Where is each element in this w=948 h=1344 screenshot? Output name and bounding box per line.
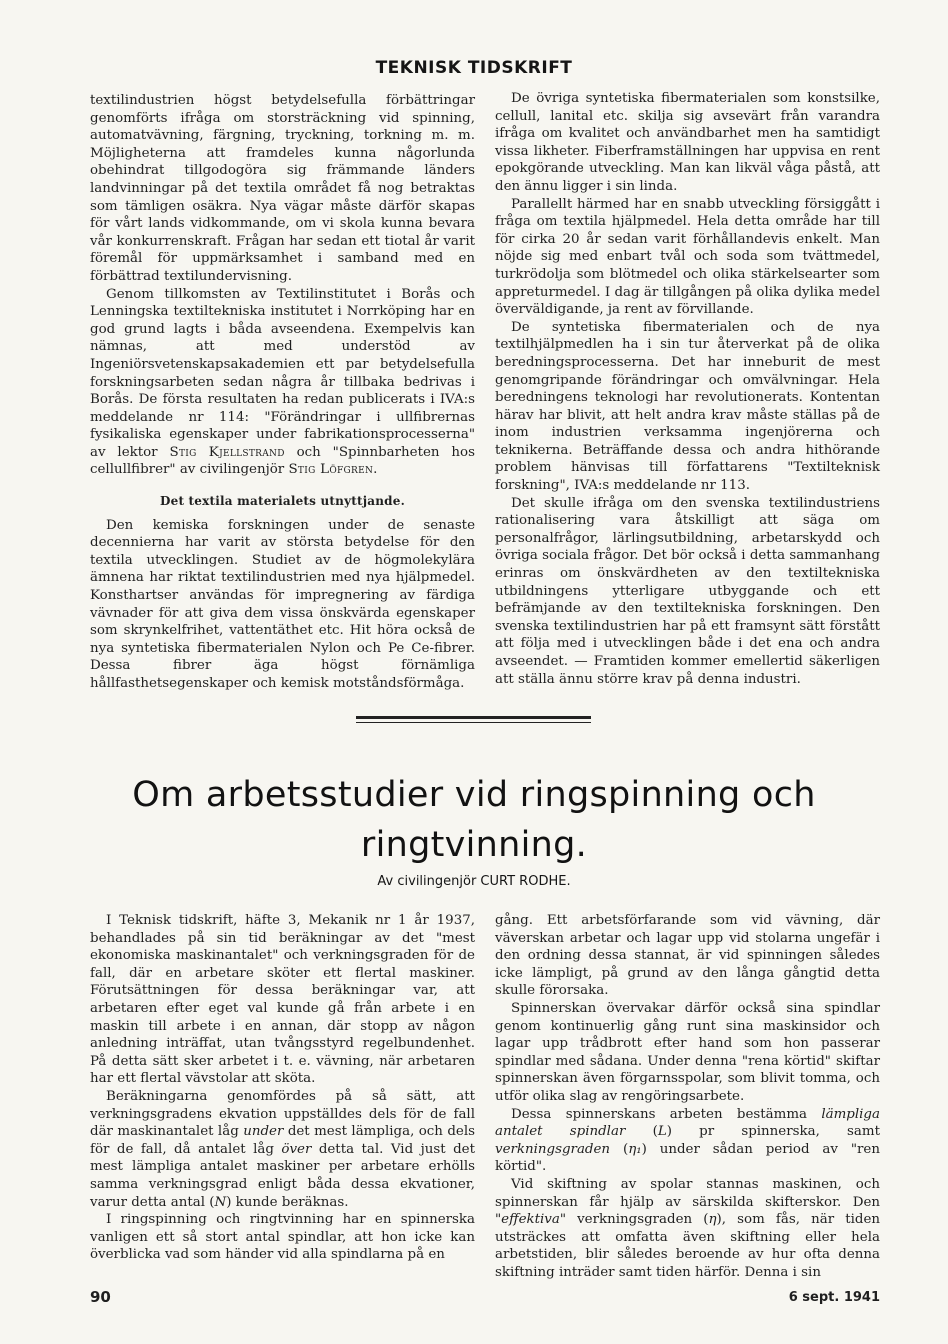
emphasis: under [243,1124,284,1140]
paragraph [495,1106,880,1176]
author-name: Stig Kjellstrand [169,444,285,460]
paragraph: De övriga syntetiska fibermaterialen som konstsilke, cellull, lanital etc. skilja sig avsevärt från varandra ifråga om kvalitet och användbarhet men ha samtidigt vissa likheter. Fiberframställningen har uppvisa en rent epokgörande utveckling. Man kan likväl våga påstå, att den ännu ligger i sin linda. [495,91,880,194]
paragraph-text: ), som fås, när tiden utsträckes att omfatta även skiftning eller hela arbetstiden, blir således beroende av hur ofta denna skiftning inträder samt tiden härför. Denna i sin [495,1212,880,1280]
emphasis: "effektiva" [495,1212,566,1228]
journal-masthead: TEKNISK TIDSKRIFT [375,58,573,78]
paragraph [90,286,475,480]
upper-article-column-left [90,92,475,693]
paragraph-text: ( [622,1141,629,1157]
paragraph-text: ) under sådan period av "ren körtid". [495,1141,880,1175]
author-name: Stig Löfgren. [288,462,378,478]
article-column-left [90,912,475,1264]
math-symbol: η [708,1212,717,1228]
emphasis: lämpliga antalet spindlar [495,1106,880,1140]
paragraph: De syntetiska fibermaterialen och de nya textilhjälpmedlen ha i sin tur återverkat på de olika beredningsprocesserna. Det har inneburit de mest genomgripande förändringar och omvälvningar. Hela beredningens teknologi har revolutionerats. Kontentan härav har blivit, att helt andra krav måste ställas på de inom industrien verksamma ingenjörerna och teknikerna. Beträffande dessa och andra hithörande problem hänvisas till författarens "Textilteknisk forskning", IVA:s meddelande nr 113. [495,319,880,494]
section-divider-thin [356,722,591,723]
paragraph-text: verkningsgraden ( [577,1212,709,1228]
paragraph: I Teknisk tidskrift, häfte 3, Mekanik nr 1 år 1937, behandlades på sin tid beräkningar av det "mest ekonomiska maskinantalet" och verkningsgraden för de fall, där en arbetare sköter ett flertal maskiner. Förutsättningen för dessa beräkningar var, att arbetaren efter eget val kunde gå från arbete i en maskin till arbete i en annan, där stopp av någon anledning inträffat, utan tvångsstyrd regelbundenhet. På detta sätt sker arbetet i t. e. vävning, när arbetaren har ett flertal vävstolar att sköta. [90,913,475,1087]
article-column-right [495,912,880,1281]
emphasis: verkningsgraden [495,1141,611,1157]
paragraph: Den kemiska forskningen under de senaste decennierna har varit av största betydelse för den textila utvecklingen. Studiet av de högmolekylära ämnena har riktat textilindustrien med nya hjälpmedel. Konsthartser användas för impregnering av färdiga vävnader för att giva dem vissa önskvärda egenskaper som skrynkelfrihet, vattentäthet etc. Hit höra också de nya syntetiska fibermaterialen Nylon och Pe Ce-fibrer. Dessa fibrer äga högst förnämliga hållfasthetsegenskaper och kemisk motståndsförmåga. [90,517,475,691]
article-title: Om arbetsstudier vid ringspinning och ringtvinning. [132,775,816,865]
paragraph: gång. Ett arbetsförfarande som vid vävning, där väverskan arbetar och lagar upp vid stolarna ungefär i den ordning dessa stannat, är vid spinningen således icke lämpligt, på grund av den långa gångtid detta skulle förorsaka. [495,913,880,999]
paragraph: textilindustrien högst betydelsefulla förbättringar genomförts ifråga om storsträckning vid spinning, automatvävning, färgning, tryckning, torkning m. m. Möjligheterna att framdeles kunna någorlunda obehindrat tillgodogöra sig främmande länders landvinningar på det textila området få nog betraktas som tämligen osäkra. Nya vägar måste därför skapas för vårt lands vidkommande, om vi skola kunna bevara vår konkurrenskraft. Frågan har sedan ett tiotal år varit föremål för uppmärksamhet i samband med en förbättrad textilundervisning. [90,93,475,284]
paragraph [90,1088,475,1211]
paragraph [495,1176,880,1282]
article-byline: Av civilingenjör CURT RODHE. [377,874,571,889]
emphasis: över [281,1141,312,1157]
paragraph: Det skulle ifråga om den svenska textilindustriens rationalisering vara åtskilligt att säga om personalfrågor, lärlingsutbildning, arbetarskydd och övriga sociala frågor. Det bör också i detta sammanhang erinras om önskvärdheten av den textiltekniska utbildningens ytterligare utbyggande och ett befrämjande av den textiltekniska forskningen. Den svenska textilindustrien har på ett framsynt sätt förstått att följa med i utvecklingen både i det ena och andra avseendet. — Framtiden kommer emellertid säkerligen att ställa ännu större krav på denna industri. [495,495,880,687]
paragraph: Spinnerskan övervakar därför också sina spindlar genom kontinuerlig gång runt sina maskinsidor och lagar upp trådbrott efter hand som hon passerar spindlar med sådana. Under denna "rena körtid" skiftar spinnerskan även förgarnsspolar, som blivit tomma, och utför olika slag av rengöringsarbete. [495,1000,880,1104]
paragraph-text: ) pr spinnerska, samt [666,1124,880,1140]
section-divider [356,716,591,719]
paragraph-text: Vid skiftning av spolar stannas maskinen, och spinnerskan får hjälp av särskilda skifterskor. Den [495,1176,880,1210]
paragraph-text: detta tal. Vid just det mest lämpliga antalet maskiner per arbetare erhölls samma verkningsgrad enligt båda dessa ekvationer, varur detta antal ( [90,1141,475,1210]
issue-date: 6 sept. 1941 [788,1290,880,1305]
upper-article-column-right [495,90,880,688]
page-number: 90 [90,1288,111,1306]
paragraph-text: ( [652,1124,658,1140]
paragraph-text: ) kunde beräknas. [226,1194,349,1210]
paragraph-text: Beräkningarna genomfördes på så sätt, att verkningsgradens ekvation uppställdes dels för de fall där maskinantalet låg [90,1088,475,1140]
paragraph-text: Genom tillkomsten av Textilinstitutet i Borås och Lenningska textiltekniska institutet i Norrköping har en god grund lagts i båda avseendena. Exempelvis kan nämnas, att med understöd av Ingeniörsvetenskapsakademien ett par betydelsefulla forskningsarbeten sedan några år tillbaka bedrivas i Borås. De första resultaten ha redan publicerats i IVA:s meddelande nr 114: "Förändringar i ullfibrernas fysikaliska egenskaper under fabrikationsprocesserna" av lektor [90,286,475,460]
section-subheading: Det textila materialets utnyttjande. [160,494,405,509]
paragraph: I ringspinning och ringtvinning har en spinnerska vanligen ett så stort antal spindlar, att hon icke kan överblicka vad som händer vid alla spindlarna på en [90,1212,475,1263]
paragraph-text: det mest lämpliga, och dels för de fall, då antalet låg [90,1124,476,1157]
paragraph: Parallellt härmed har en snabb utveckling försiggått i fråga om textila hjälpmedel. Hela detta område har till för cirka 20 år sedan varit förhållandevis enkelt. Man nöjde sig med enbart tvål och soda som tvättmedel, turkrödolja som blötmedel och olika stärkelsearter som appreturmedel. I dag är tillgången på olika dylika medel överväldigande, ja rent av förvillande. [495,196,880,318]
math-symbol: N [214,1194,227,1210]
math-symbol: L [657,1124,667,1140]
math-symbol: η₁ [628,1141,642,1157]
paragraph-text: och "Spinnbarheten hos cellullfibrer" av civilingenjör [90,444,475,478]
paragraph-text: Dessa spinnerskans arbeten bestämma [511,1106,808,1122]
